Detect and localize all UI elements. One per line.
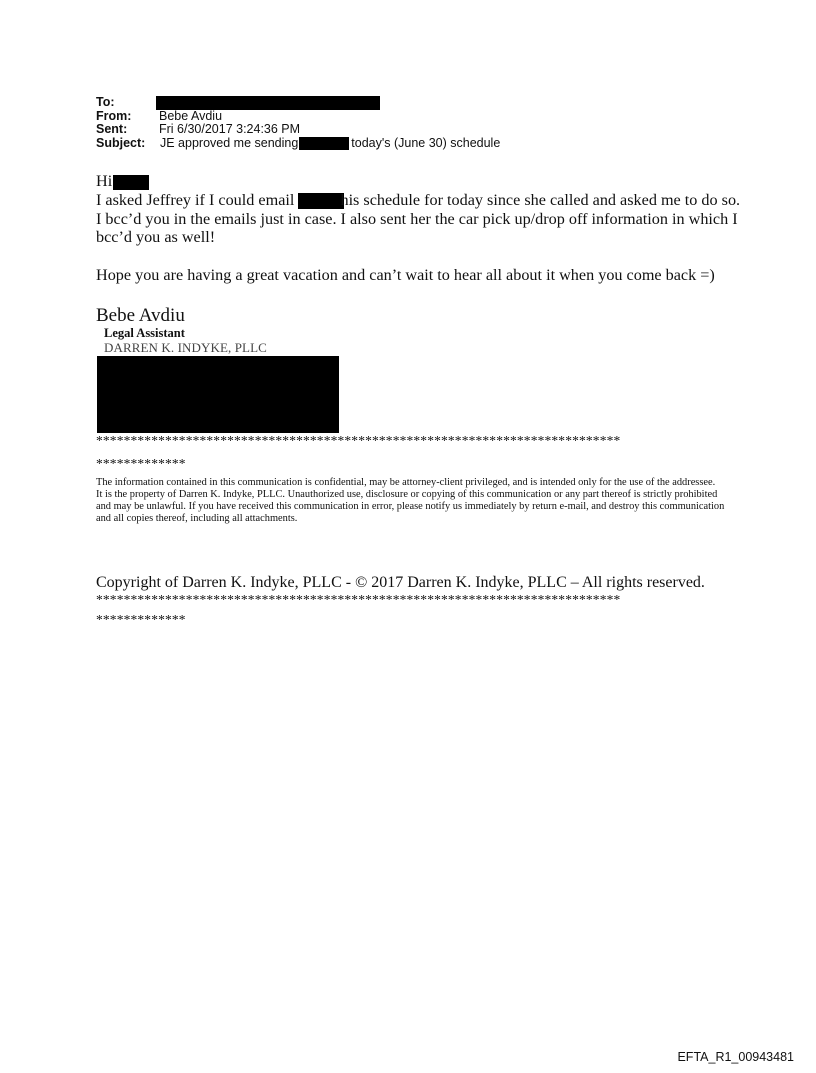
signature-title: Legal Assistant xyxy=(104,326,185,340)
notice-line-1: The information contained in this communication is confidential, may be attorney-client privileged, and is intended only for the use of the addressee. xyxy=(96,477,716,488)
message-paragraph-1 xyxy=(96,191,746,247)
separator-stars-bottom: **************************************************************************** xyxy=(96,592,621,607)
sent-row xyxy=(96,123,500,137)
redacted-signature-block xyxy=(97,356,339,433)
signature-firm: DARREN K. INDYKE, PLLC xyxy=(104,340,267,355)
sent-label: Sent: xyxy=(96,122,128,136)
confidentiality-notice xyxy=(96,477,726,525)
from-label: From: xyxy=(96,108,132,123)
separator-stars-top-short: ************* xyxy=(96,456,186,471)
from-row xyxy=(96,110,500,124)
separator-stars-top: **************************************************************************** xyxy=(96,433,621,448)
document-id: EFTA_R1_00943481 xyxy=(677,1050,794,1064)
para1-part2: his schedule for today since she called and asked me to do so. I bcc’d you in the emails just in case. I also sent her the car pick up/drop off information in which I bcc’d you as well! xyxy=(96,191,741,247)
redacted-greeting-name xyxy=(113,175,149,190)
subject-text-part1: JE approved me sending xyxy=(160,135,299,150)
notice-line-4: and all copies thereof, including all attachments. xyxy=(96,513,298,524)
email-header xyxy=(96,96,500,150)
sent-value: Fri 6/30/2017 3:24:36 PM xyxy=(159,122,301,136)
notice-line-3: and may be unlawful. If you have received this communication in error, please notify us immediately by return e-mail, and destroy this communication xyxy=(96,501,725,512)
redacted-recipient xyxy=(156,96,380,110)
notice-line-2: It is the property of Darren K. Indyke, PLLC. Unauthorized use, disclosure or copying of this communication or any part thereof is strictly prohibited xyxy=(96,489,718,500)
separator-stars-bottom-short: ************* xyxy=(96,612,186,627)
subject-text-part2: today's (June 30) schedule xyxy=(351,135,501,150)
to-label: To: xyxy=(96,95,115,109)
para1-part1: I asked Jeffrey if I could email xyxy=(96,191,295,209)
message-paragraph-2: Hope you are having a great vacation and can’t wait to hear all about it when you come back =) xyxy=(96,266,715,284)
redacted-subject-name xyxy=(299,137,349,150)
to-row xyxy=(96,96,500,110)
subject-row xyxy=(96,137,500,151)
copyright-line: Copyright of Darren K. Indyke, PLLC - © 2017 Darren K. Indyke, PLLC – All rights reserved. xyxy=(96,574,705,591)
signature-name: Bebe Avdiu xyxy=(96,305,185,326)
greeting-text: Hi xyxy=(96,172,113,190)
from-value: Bebe Avdiu xyxy=(159,108,223,123)
greeting xyxy=(96,172,746,191)
subject-label: Subject: xyxy=(96,135,146,150)
